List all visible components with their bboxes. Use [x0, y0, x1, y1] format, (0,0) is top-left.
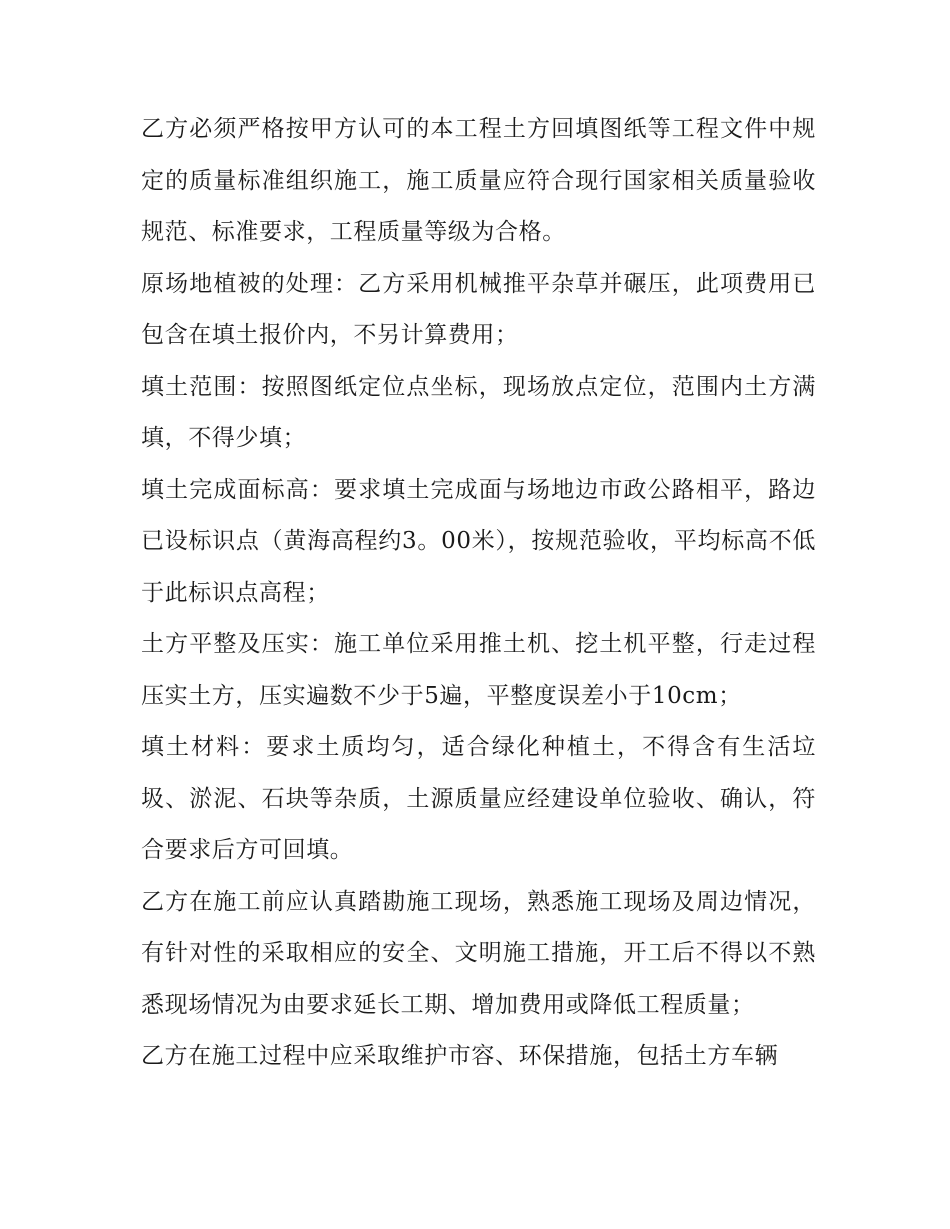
- paragraph-fill-scope: 填土范围：按照图纸定位点坐标，现场放点定位，范围内土方满填，不得少填；: [141, 373, 816, 451]
- paragraph-fill-elevation: 填土完成面标高：要求填土完成面与场地边市政公路相平，路边已设标识点（黄海高程约3。00米），按规范验收，平均标高不低于此标识点高程；: [141, 476, 816, 606]
- paragraph-vegetation: 原场地植被的处理：乙方采用机械推平杂草并碾压，此项费用已包含在填土报价内，不另计算费用；: [141, 270, 816, 348]
- document-body: [141, 104, 816, 1083]
- paragraph-fill-material: 填土材料：要求土质均匀，适合绿化种植土，不得含有生活垃圾、淤泥、石块等杂质，土源质量应经建设单位验收、确认，符合要求后方可回填。: [141, 734, 816, 863]
- paragraph-quality-standard: 乙方必须严格按甲方认可的本工程土方回填图纸等工程文件中规定的质量标准组织施工，施工质量应符合现行国家相关质量验收规范、标准要求，工程质量等级为合格。: [141, 116, 816, 245]
- paragraph-site-survey: 乙方在施工前应认真踏勘施工现场，熟悉施工现场及周边情况，有针对性的采取相应的安全、文明施工措施，开工后不得以不熟悉现场情况为由要求延长工期、增加费用或降低工程质量；: [141, 888, 816, 1018]
- paragraph-environmental-measures: 乙方在施工过程中应采取维护市容、环保措施，包括土方车辆: [141, 1043, 779, 1069]
- paragraph-leveling-compaction: 土方平整及压实：施工单位采用推土机、挖土机平整，行走过程压实土方，压实遍数不少于5遍，平整度误差小于10cm；: [141, 631, 816, 709]
